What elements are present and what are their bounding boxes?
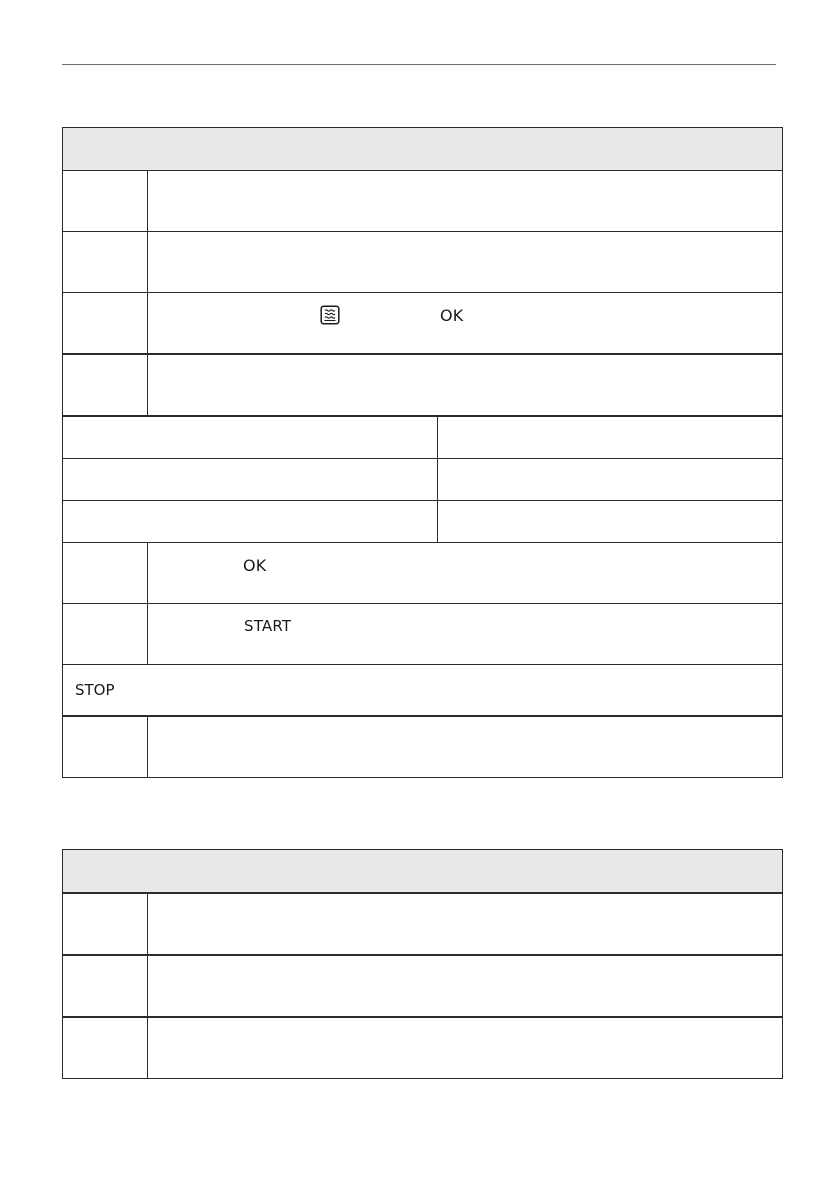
step-cell	[63, 604, 148, 665]
table-row	[63, 416, 783, 459]
ok-key-label: OK	[440, 306, 464, 325]
table-row	[63, 459, 783, 501]
step-cell	[63, 893, 148, 955]
table-header-cell	[63, 850, 783, 894]
step-cell	[63, 354, 148, 416]
start-key-label: START	[244, 617, 292, 635]
table-row	[63, 354, 783, 416]
stop-key-label: STOP	[75, 681, 115, 699]
table-row	[63, 232, 783, 293]
step-cell	[63, 232, 148, 293]
table-row	[63, 604, 783, 665]
instruction-cell	[148, 1017, 783, 1079]
table-row	[63, 171, 783, 232]
instruction-cell	[148, 293, 783, 355]
header-rule	[62, 64, 776, 65]
instruction-cell	[148, 893, 783, 955]
instruction-cell	[148, 716, 783, 778]
table-header-cell	[63, 128, 783, 171]
table-row	[63, 893, 783, 955]
instruction-cell	[148, 955, 783, 1017]
step-cell	[63, 955, 148, 1017]
value-cell	[438, 501, 783, 543]
step-cell	[63, 716, 148, 778]
step-cell	[63, 293, 148, 355]
step-cell	[63, 1017, 148, 1079]
step-cell	[63, 171, 148, 232]
instruction-cell	[148, 354, 783, 416]
table-row	[63, 501, 783, 543]
instruction-cell	[148, 171, 783, 232]
table-row	[63, 665, 783, 717]
ok-key-label: OK	[243, 556, 267, 575]
table-row	[63, 1017, 783, 1079]
parameter-cell	[63, 459, 438, 501]
parameter-cell	[63, 416, 438, 459]
value-cell	[438, 459, 783, 501]
microwave-program-icon	[320, 305, 340, 325]
stop-note-cell	[63, 665, 783, 717]
table-header-row	[63, 128, 783, 171]
instruction-cell	[148, 232, 783, 293]
table-row	[63, 955, 783, 1017]
value-cell	[438, 416, 783, 459]
parameter-cell	[63, 501, 438, 543]
procedure-table-2	[62, 849, 783, 1079]
table-row	[63, 716, 783, 778]
instruction-cell	[148, 543, 783, 604]
table-row	[63, 293, 783, 355]
step-cell	[63, 543, 148, 604]
table-header-row	[63, 850, 783, 894]
procedure-table-1	[62, 127, 783, 778]
instruction-cell	[148, 604, 783, 665]
table-row	[63, 543, 783, 604]
